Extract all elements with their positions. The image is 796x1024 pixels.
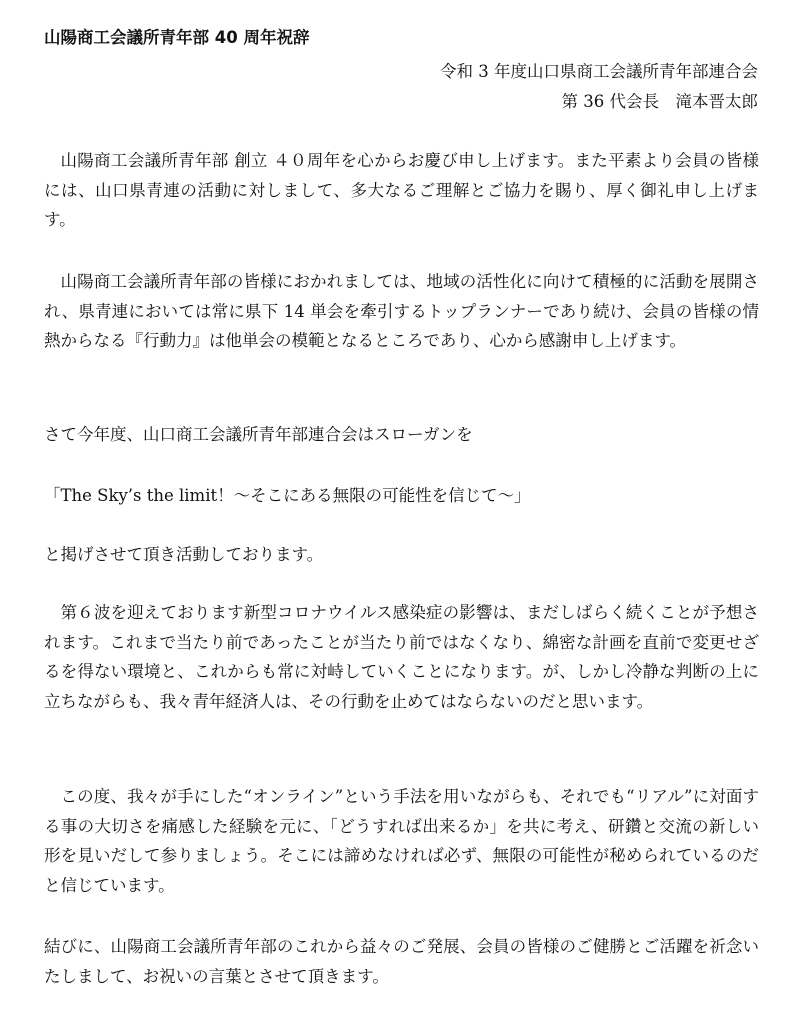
paragraph-slogan: 「The Sky’s the limit！～そこにある無限の可能性を信じて～」 [44, 486, 531, 505]
paragraph-online-real: この度、我々が手にした“オンライン”という手法を用いながらも、それでも“リアル”に対面する事の大切さを痛感した経験を元に、「どうすれば出来るか」を共に考え、研鑽と交流の新しい形を見いだして参りましょう。そこには諦めなければ必ず、無限の可能性が秘められているのだと信じています。 [44, 787, 759, 895]
document-title: 山陽商工会議所青年部 40 周年祝辞 [44, 28, 310, 47]
paragraph-covid: 第６波を迎えております新型コロナウイルス感染症の影響は、まだしばらく続くことが予想されます。これまで当たり前であったことが当たり前ではなくなり、綿密な計画を直前で変更せざるを得ない環境と、これからも常に対峙していくことになります。が、しかし冷静な判断の上に立ちながらも、我々青年経済人は、その行動を止めてはならないのだと思います。 [44, 603, 759, 711]
paragraph-slogan-intro: さて今年度、山口商工会議所青年部連合会はスローガンを [44, 425, 473, 444]
paragraph-closing: 結びに、山陽商工会議所青年部のこれから益々のご発展、会員の皆様のご健勝とご活躍を祈念いたしまして、お祝いの言葉とさせて頂きます。 [44, 937, 759, 986]
signature-organization: 令和 3 年度山口県商工会議所青年部連合会 [440, 62, 758, 81]
paragraph-slogan-outro: と掲げさせて頂き活動しております。 [44, 545, 324, 564]
paragraph-appreciation: 山陽商工会議所青年部の皆様におかれましては、地域の活性化に向けて積極的に活動を展開され、県青連においては常に県下 14 単会を牽引するトップランナーであり続け、会員の皆様の情熱からなる『行動力』は他単会の模範となるところであり、心から感謝申し上げます。 [44, 272, 759, 350]
signature-name: 第 36 代会長 滝本晋太郎 [561, 92, 758, 111]
paragraph-congratulations: 山陽商工会議所青年部 創立 ４０周年を心からお慶び申し上げます。また平素より会員の皆様には、山口県青連の活動に対しまして、多大なるご理解とご協力を賜り、厚く御礼申し上げます。 [44, 151, 759, 229]
